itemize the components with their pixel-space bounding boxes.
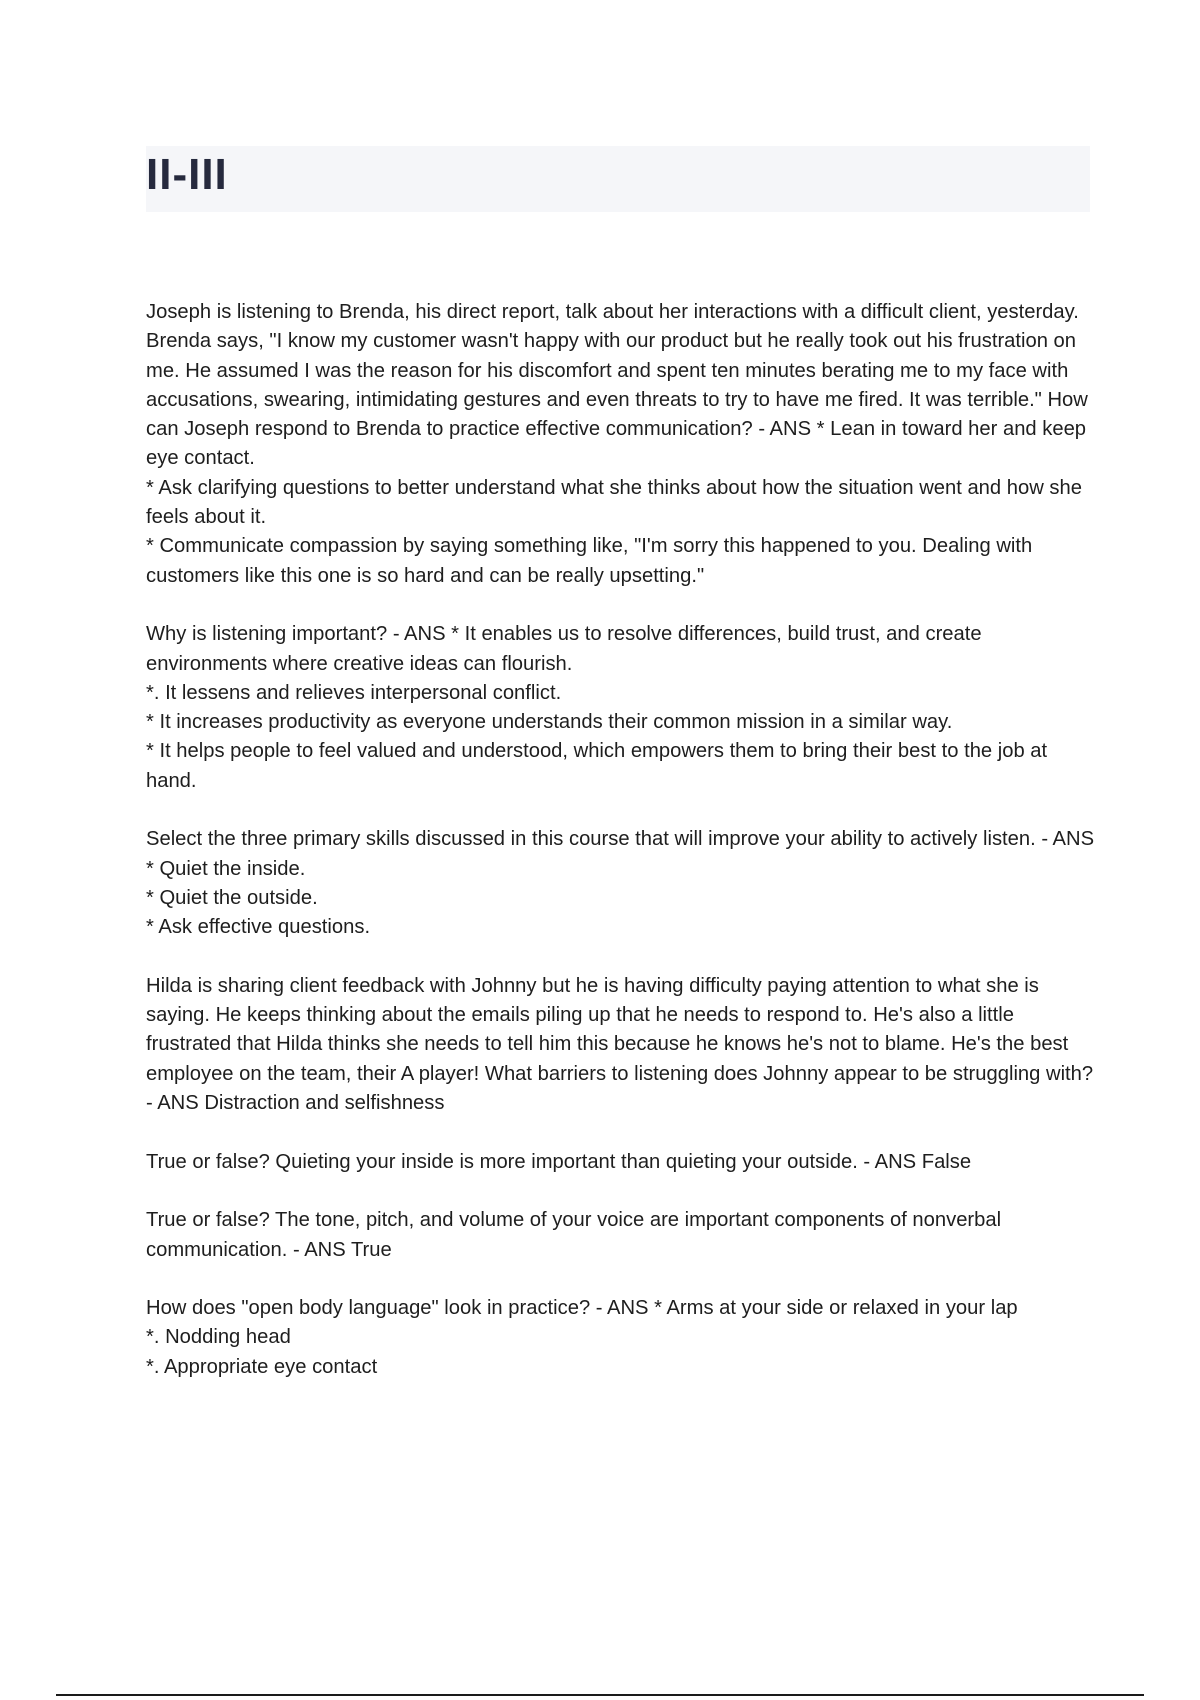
qa-content bbox=[146, 298, 1096, 1411]
qa-question: True or false? The tone, pitch, and volume of your voice are important components of nonverbal communication. - ANS True bbox=[146, 1209, 1002, 1261]
qa-item bbox=[146, 620, 1096, 796]
qa-question: Why is listening important? - ANS * It enables us to resolve differences, build trust, and create environments where creative ideas can flourish. bbox=[146, 623, 982, 675]
page-title: II-III bbox=[146, 150, 228, 199]
qa-item bbox=[146, 825, 1096, 942]
qa-answer-line: * Quiet the outside. bbox=[146, 886, 318, 909]
title-band bbox=[146, 146, 1090, 212]
qa-answer-line: * It increases productivity as everyone understands their common mission in a similar way. bbox=[146, 711, 953, 734]
qa-answer-line: * It helps people to feel valued and understood, which empowers them to bring their best to the job at hand. bbox=[146, 740, 1048, 792]
qa-item bbox=[146, 1148, 1096, 1177]
qa-answer-line: *. Nodding head bbox=[146, 1326, 291, 1349]
qa-answer-line: *. Appropriate eye contact bbox=[146, 1355, 378, 1378]
qa-item bbox=[146, 972, 1096, 1118]
qa-question: Joseph is listening to Brenda, his direct report, talk about her interactions with a difficult client, yesterday. Brenda says, "I know my customer wasn't happy with our product but he really took out his frustration on me. He assumed I was the reason for his discomfort and spent ten minutes berating me to my face with accusations, swearing, intimidating gestures and even threats to try to have me fired. It was terrible." How can Joseph respond to Brenda to practice effective communication? - ANS * Lean in toward her and keep eye contact. bbox=[146, 301, 1088, 470]
qa-question: Select the three primary skills discussed in this course that will improve your ability to actively listen. - ANS * Quiet the inside. bbox=[146, 828, 1095, 880]
footer-rule bbox=[56, 1694, 1144, 1696]
qa-item bbox=[146, 298, 1096, 591]
qa-answer-line: * Ask clarifying questions to better understand what she thinks about how the situation went and how she feels about it. bbox=[146, 476, 1082, 529]
qa-question: True or false? Quieting your inside is more important than quieting your outside. - ANS False bbox=[146, 1150, 972, 1173]
qa-answer-line: *. It lessens and relieves interpersonal conflict. bbox=[146, 681, 562, 704]
qa-item bbox=[146, 1294, 1096, 1382]
qa-item bbox=[146, 1206, 1096, 1265]
qa-answer-line: * Communicate compassion by saying something like, "I'm sorry this happened to you. Dealing with customers like this one is so hard and can be really upsetting." bbox=[146, 535, 1033, 587]
qa-question: How does "open body language" look in practice? - ANS * Arms at your side or relaxed in your lap bbox=[146, 1297, 1018, 1320]
qa-question: Hilda is sharing client feedback with Johnny but he is having difficulty paying attention to what she is saying. He keeps thinking about the emails piling up that he needs to respond to. He's also a little frustrated that Hilda thinks she needs to tell him this because he knows he's not to blame. He's the best employee on the team, their A player! What barriers to listening does Johnny appear to be struggling with? - ANS Distraction and selfishness bbox=[146, 974, 1094, 1115]
qa-answer-line: * Ask effective questions. bbox=[146, 916, 371, 939]
